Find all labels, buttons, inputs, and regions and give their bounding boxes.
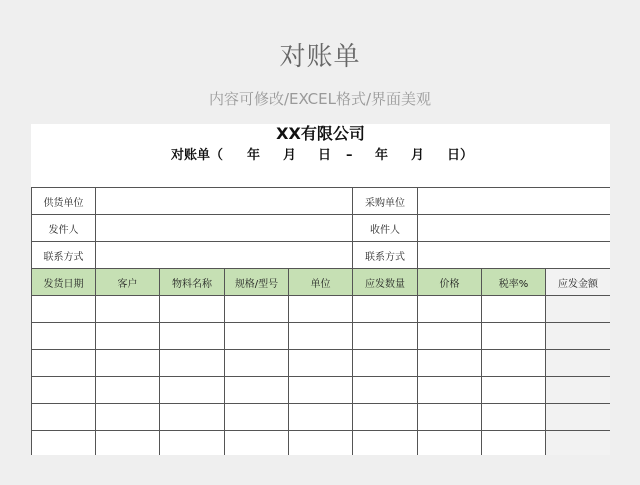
- table-cell[interactable]: [289, 323, 353, 350]
- buyer-field[interactable]: [418, 188, 611, 215]
- table-cell[interactable]: [96, 350, 160, 377]
- table-cell[interactable]: [32, 431, 96, 456]
- statement-day-end: 日）: [447, 148, 474, 163]
- table-cell[interactable]: [482, 323, 546, 350]
- contact-label-right: 联系方式: [353, 242, 418, 269]
- table-cell[interactable]: [225, 431, 289, 456]
- table-cell[interactable]: [418, 350, 482, 377]
- table-cell[interactable]: [32, 404, 96, 431]
- contact-label-left: 联系方式: [32, 242, 96, 269]
- page-title: 对账单: [279, 42, 361, 72]
- table-cell[interactable]: [160, 404, 225, 431]
- table-cell[interactable]: [225, 296, 289, 323]
- table-cell[interactable]: [160, 296, 225, 323]
- table-cell[interactable]: [546, 296, 611, 323]
- table-cell[interactable]: [482, 296, 546, 323]
- table-cell[interactable]: [32, 377, 96, 404]
- table-cell[interactable]: [353, 404, 418, 431]
- table-cell[interactable]: [160, 350, 225, 377]
- table-cell[interactable]: [482, 431, 546, 456]
- column-header: 发货日期: [32, 269, 96, 296]
- table-cell[interactable]: [418, 377, 482, 404]
- table-cell[interactable]: [96, 404, 160, 431]
- table-cell[interactable]: [353, 323, 418, 350]
- table-row: [32, 350, 611, 377]
- table-cell[interactable]: [418, 323, 482, 350]
- supplier-label: 供货单位: [32, 188, 96, 215]
- column-header: 税率%: [482, 269, 546, 296]
- table-row: [32, 431, 611, 456]
- table-cell[interactable]: [96, 431, 160, 456]
- table-cell[interactable]: [418, 404, 482, 431]
- table-row: [32, 323, 611, 350]
- column-header: 价格: [418, 269, 482, 296]
- table-cell[interactable]: [289, 431, 353, 456]
- table-cell[interactable]: [289, 377, 353, 404]
- table-cell[interactable]: [225, 350, 289, 377]
- supplier-field[interactable]: [96, 188, 353, 215]
- table-cell[interactable]: [353, 431, 418, 456]
- receiver-label: 收件人: [353, 215, 418, 242]
- table-cell[interactable]: [546, 431, 611, 456]
- table-cell[interactable]: [546, 404, 611, 431]
- statement-day-start: 日: [318, 148, 332, 163]
- table-cell[interactable]: [225, 323, 289, 350]
- statement-month-start: 月: [283, 148, 297, 163]
- table-cell[interactable]: [32, 350, 96, 377]
- table-cell[interactable]: [225, 404, 289, 431]
- table-cell[interactable]: [418, 296, 482, 323]
- table-cell[interactable]: [353, 350, 418, 377]
- table-cell[interactable]: [353, 296, 418, 323]
- table-cell[interactable]: [418, 431, 482, 456]
- table-cell[interactable]: [32, 323, 96, 350]
- column-header: 单位: [289, 269, 353, 296]
- column-header: 应发金额: [546, 269, 611, 296]
- page-subtitle: 内容可修改/EXCEL格式/界面美观: [208, 90, 432, 108]
- company-name: XX有限公司: [276, 124, 365, 143]
- contact-field-right[interactable]: [418, 242, 611, 269]
- info-row-contact: [32, 242, 611, 269]
- table-cell[interactable]: [225, 377, 289, 404]
- statement-label: 对账单（: [171, 148, 224, 163]
- statement-year-start: 年: [247, 148, 261, 163]
- table-cell[interactable]: [482, 404, 546, 431]
- table-row: [32, 296, 611, 323]
- table-cell[interactable]: [482, 350, 546, 377]
- column-header-row: [32, 269, 611, 296]
- table-row: [32, 404, 611, 431]
- column-header: 客户: [96, 269, 160, 296]
- statement-year-end: 年: [375, 148, 389, 163]
- table-cell[interactable]: [96, 296, 160, 323]
- table-cell[interactable]: [289, 296, 353, 323]
- info-row-sender: [32, 215, 611, 242]
- statement-sheet: [31, 124, 610, 455]
- table-cell[interactable]: [32, 296, 96, 323]
- table-cell[interactable]: [546, 323, 611, 350]
- table-row: [32, 377, 611, 404]
- table-cell[interactable]: [160, 431, 225, 456]
- statement-month-end: 月: [411, 148, 425, 163]
- table-cell[interactable]: [96, 377, 160, 404]
- table-cell[interactable]: [96, 323, 160, 350]
- column-header: 应发数量: [353, 269, 418, 296]
- table-cell[interactable]: [160, 377, 225, 404]
- buyer-label: 采购单位: [353, 188, 418, 215]
- receiver-field[interactable]: [418, 215, 611, 242]
- table-cell[interactable]: [546, 377, 611, 404]
- table-cell[interactable]: [482, 377, 546, 404]
- table-cell[interactable]: [353, 377, 418, 404]
- column-header: 规格/型号: [225, 269, 289, 296]
- table-cell[interactable]: [289, 350, 353, 377]
- table-cell[interactable]: [160, 323, 225, 350]
- statement-table: [31, 187, 610, 455]
- sender-label: 发件人: [32, 215, 96, 242]
- column-header: 物料名称: [160, 269, 225, 296]
- contact-field-left[interactable]: [96, 242, 353, 269]
- info-row-supplier: [32, 188, 611, 215]
- table-cell[interactable]: [289, 404, 353, 431]
- table-cell[interactable]: [546, 350, 611, 377]
- sender-field[interactable]: [96, 215, 353, 242]
- statement-dash: –: [346, 148, 353, 163]
